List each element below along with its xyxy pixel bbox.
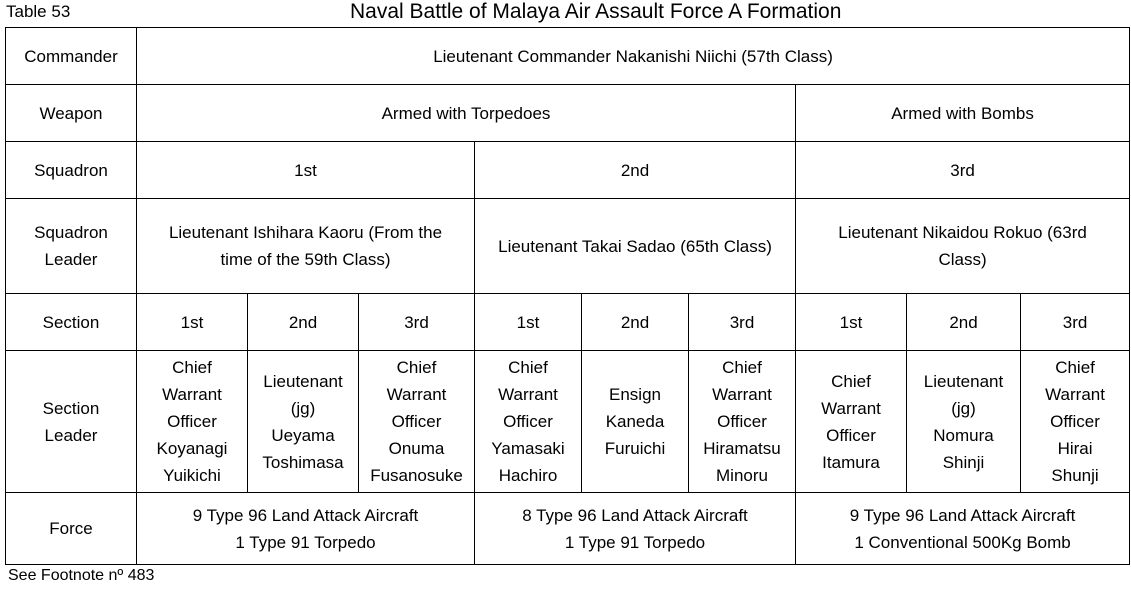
weapon-row bbox=[6, 85, 1130, 142]
section-leader-cell: Chief Warrant Officer Koyanagi Yuikichi bbox=[137, 351, 248, 493]
section-leader-label: Section Leader bbox=[6, 351, 137, 493]
section-cell: 2nd bbox=[248, 294, 359, 351]
section-label: Section bbox=[6, 294, 137, 351]
section-cell: 3rd bbox=[689, 294, 796, 351]
section-cell: 3rd bbox=[1021, 294, 1130, 351]
weapon-bombs: Armed with Bombs bbox=[796, 85, 1130, 142]
section-cell: 3rd bbox=[359, 294, 475, 351]
commander-value: Lieutenant Commander Nakanishi Niichi (57th Class) bbox=[137, 28, 1130, 85]
section-leader-cell: Lieutenant (jg) Ueyama Toshimasa bbox=[248, 351, 359, 493]
force-3: 9 Type 96 Land Attack Aircraft 1 Conventional 500Kg Bomb bbox=[796, 493, 1130, 565]
commander-row bbox=[6, 28, 1130, 85]
force-row bbox=[6, 493, 1130, 565]
section-leader-cell: Ensign Kaneda Furuichi bbox=[582, 351, 689, 493]
section-cell: 1st bbox=[137, 294, 248, 351]
section-row bbox=[6, 294, 1130, 351]
section-cell: 1st bbox=[475, 294, 582, 351]
section-cell: 1st bbox=[796, 294, 907, 351]
section-leader-cell: Chief Warrant Officer Hirai Shunji bbox=[1021, 351, 1130, 493]
squadron-leader-3: Lieutenant Nikaidou Rokuo (63rd Class) bbox=[796, 199, 1130, 294]
section-leader-row bbox=[6, 351, 1130, 493]
section-leader-cell: Chief Warrant Officer Hiramatsu Minoru bbox=[689, 351, 796, 493]
section-cell: 2nd bbox=[582, 294, 689, 351]
squadron-2: 2nd bbox=[475, 142, 796, 199]
force-1: 9 Type 96 Land Attack Aircraft 1 Type 91 Torpedo bbox=[137, 493, 475, 565]
force-2: 8 Type 96 Land Attack Aircraft 1 Type 91 Torpedo bbox=[475, 493, 796, 565]
squadron-label: Squadron bbox=[6, 142, 137, 199]
section-leader-cell: Chief Warrant Officer Itamura bbox=[796, 351, 907, 493]
squadron-leader-1: Lieutenant Ishihara Kaoru (From the time of the 59th Class) bbox=[137, 199, 475, 294]
force-label: Force bbox=[6, 493, 137, 565]
section-cell: 2nd bbox=[907, 294, 1021, 351]
commander-label: Commander bbox=[6, 28, 137, 85]
squadron-1: 1st bbox=[137, 142, 475, 199]
weapon-label: Weapon bbox=[6, 85, 137, 142]
footnote: See Footnote nº 483 bbox=[8, 567, 155, 584]
squadron-leader-2: Lieutenant Takai Sadao (65th Class) bbox=[475, 199, 796, 294]
section-leader-cell: Chief Warrant Officer Onuma Fusanosuke bbox=[359, 351, 475, 493]
squadron-leader-row bbox=[6, 199, 1130, 294]
table-title: Naval Battle of Malaya Air Assault Force A Formation bbox=[350, 0, 842, 23]
section-leader-cell: Chief Warrant Officer Yamasaki Hachiro bbox=[475, 351, 582, 493]
squadron-row bbox=[6, 142, 1130, 199]
squadron-leader-label: Squadron Leader bbox=[6, 199, 137, 294]
table-number: Table 53 bbox=[6, 2, 71, 21]
squadron-3: 3rd bbox=[796, 142, 1130, 199]
section-leader-cell: Lieutenant (jg) Nomura Shinji bbox=[907, 351, 1021, 493]
weapon-torpedoes: Armed with Torpedoes bbox=[137, 85, 796, 142]
formation-table bbox=[5, 27, 1130, 565]
